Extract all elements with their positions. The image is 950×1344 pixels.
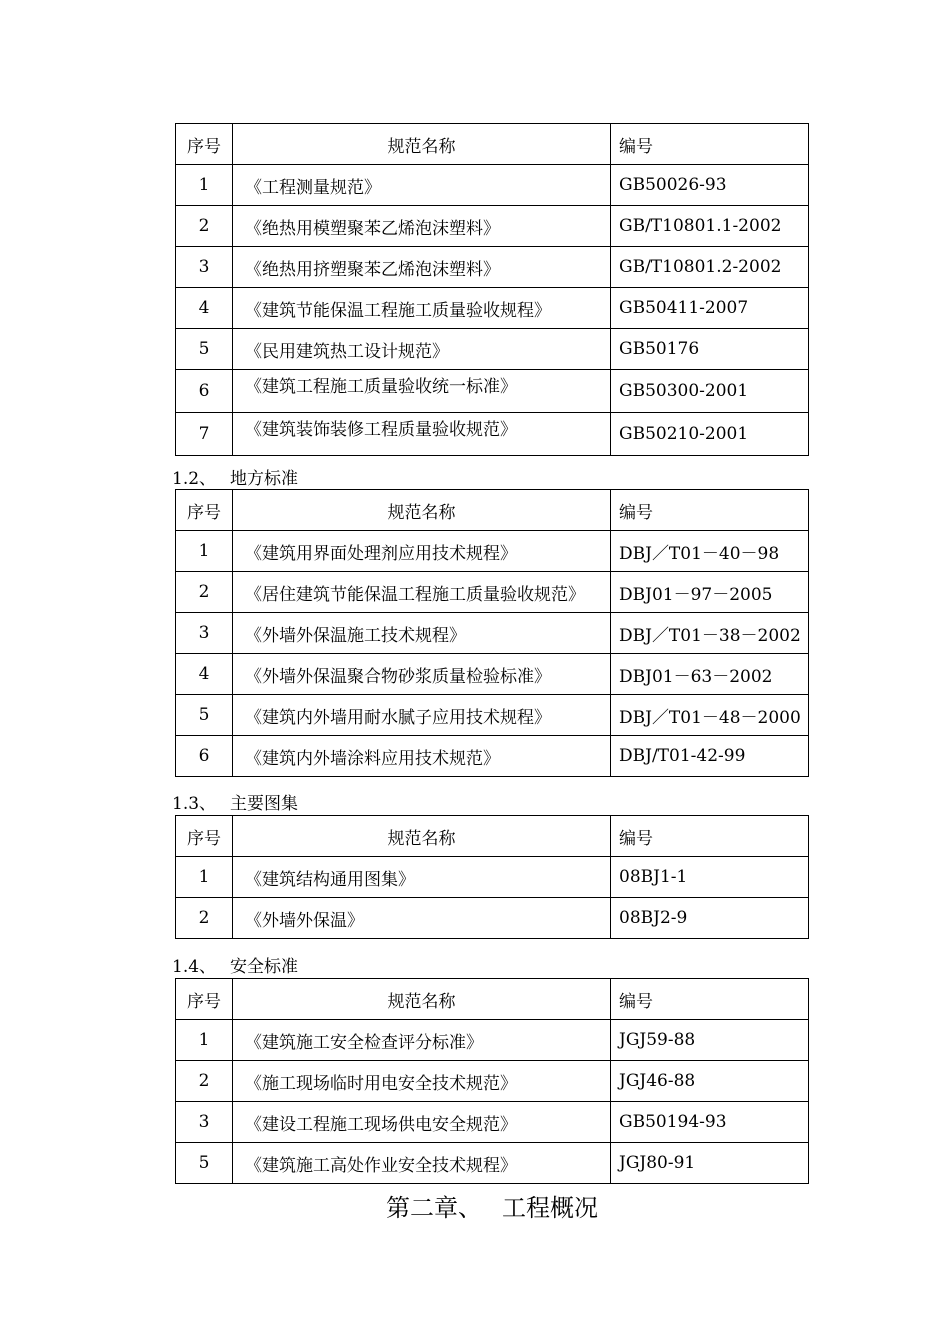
section-number: 1.4、 [172,957,217,977]
row-index: 4 [176,654,233,695]
table-row [176,695,809,736]
table-row [176,329,809,370]
row-index: 6 [176,370,233,413]
row-code: GB50411-2007 [611,288,809,329]
row-name: 《居住建筑节能保温工程施工质量验收规范》 [233,572,611,613]
row-code: JGJ80-91 [611,1143,809,1184]
header-index: 序号 [176,490,233,531]
table-row [176,654,809,695]
table-header-row [176,490,809,531]
row-code: GB/T10801.1-2002 [611,206,809,247]
table-row [176,165,809,206]
row-name: 《建筑节能保温工程施工质量验收规程》 [233,288,611,329]
row-index: 5 [176,1143,233,1184]
row-name: 《施工现场临时用电安全技术规范》 [233,1061,611,1102]
table-row [176,898,809,939]
row-code: DBJ01－97－2005 [611,572,809,613]
row-code: DBJ／T01－40－98 [611,531,809,572]
row-index: 3 [176,247,233,288]
row-name: 《绝热用模塑聚苯乙烯泡沫塑料》 [233,206,611,247]
section-heading-local-standards [172,464,298,489]
header-name: 规范名称 [233,124,611,165]
row-code: JGJ46-88 [611,1061,809,1102]
row-name: 《建筑用界面处理剂应用技术规程》 [233,531,611,572]
table-header-row [176,979,809,1020]
row-index: 7 [176,413,233,456]
section-heading-atlases [172,789,298,814]
header-name: 规范名称 [233,979,611,1020]
standards-table-atlases [175,815,809,939]
row-index: 3 [176,1102,233,1143]
row-index: 1 [176,857,233,898]
header-index: 序号 [176,816,233,857]
row-name: 《外墙外保温施工技术规程》 [233,613,611,654]
row-code: DBJ／T01－38－2002 [611,613,809,654]
header-index: 序号 [176,124,233,165]
row-index: 2 [176,206,233,247]
row-code: 08BJ2-9 [611,898,809,939]
row-name: 《外墙外保温》 [233,898,611,939]
row-code: GB/T10801.2-2002 [611,247,809,288]
row-index: 2 [176,572,233,613]
table-header-row [176,124,809,165]
row-code: GB50210-2001 [611,413,809,456]
header-index: 序号 [176,979,233,1020]
row-name: 《建筑内外墙涂料应用技术规范》 [233,736,611,777]
row-code: GB50194-93 [611,1102,809,1143]
table-row [176,572,809,613]
section-number: 1.2、 [172,469,217,489]
header-code: 编号 [611,490,809,531]
header-code: 编号 [611,816,809,857]
standards-table-national [175,123,809,456]
table-row [176,531,809,572]
row-name: 《建筑内外墙用耐水腻子应用技术规程》 [233,695,611,736]
header-code: 编号 [611,124,809,165]
row-index: 2 [176,898,233,939]
table-header-row [176,816,809,857]
row-code: 08BJ1-1 [611,857,809,898]
row-code: GB50026-93 [611,165,809,206]
row-index: 2 [176,1061,233,1102]
section-number: 1.3、 [172,794,217,814]
row-index: 4 [176,288,233,329]
row-code: DBJ／T01－48－2000 [611,695,809,736]
table-row [176,370,809,413]
row-name: 《建筑施工安全检查评分标准》 [233,1020,611,1061]
standards-table-local [175,489,809,777]
row-name: 《建筑结构通用图集》 [233,857,611,898]
row-name: 《建筑工程施工质量验收统一标准》 [233,370,611,413]
chapter-title: 工程概况 [502,1194,598,1222]
row-code: GB50300-2001 [611,370,809,413]
row-code: DBJ01－63－2002 [611,654,809,695]
row-name: 《建设工程施工现场供电安全规范》 [233,1102,611,1143]
row-index: 1 [176,531,233,572]
standards-table-safety [175,978,809,1184]
row-code: JGJ59-88 [611,1020,809,1061]
section-heading-safety-standards [172,952,298,977]
row-name: 《建筑装饰装修工程质量验收规范》 [233,413,611,456]
row-name: 《工程测量规范》 [233,165,611,206]
table-row [176,206,809,247]
row-index: 6 [176,736,233,777]
row-code: DBJ/T01-42-99 [611,736,809,777]
row-name: 《建筑施工高处作业安全技术规程》 [233,1143,611,1184]
section-title: 安全标准 [230,957,299,977]
row-name: 《民用建筑热工设计规范》 [233,329,611,370]
row-index: 5 [176,695,233,736]
row-index: 1 [176,1020,233,1061]
table-row [176,1143,809,1184]
row-index: 1 [176,165,233,206]
table-row [176,857,809,898]
row-code: GB50176 [611,329,809,370]
section-title: 主要图集 [230,794,299,814]
table-row [176,288,809,329]
table-row [176,613,809,654]
table-row [176,413,809,456]
table-row [176,736,809,777]
row-name: 《绝热用挤塑聚苯乙烯泡沫塑料》 [233,247,611,288]
table-row [176,247,809,288]
header-name: 规范名称 [233,490,611,531]
chapter-number: 第二章、 [386,1194,482,1222]
row-index: 5 [176,329,233,370]
header-code: 编号 [611,979,809,1020]
row-name: 《外墙外保温聚合物砂浆质量检验标准》 [233,654,611,695]
table-row [176,1061,809,1102]
row-index: 3 [176,613,233,654]
table-row [176,1020,809,1061]
table-row [176,1102,809,1143]
chapter-heading [0,1188,950,1223]
section-title: 地方标准 [230,469,299,489]
header-name: 规范名称 [233,816,611,857]
